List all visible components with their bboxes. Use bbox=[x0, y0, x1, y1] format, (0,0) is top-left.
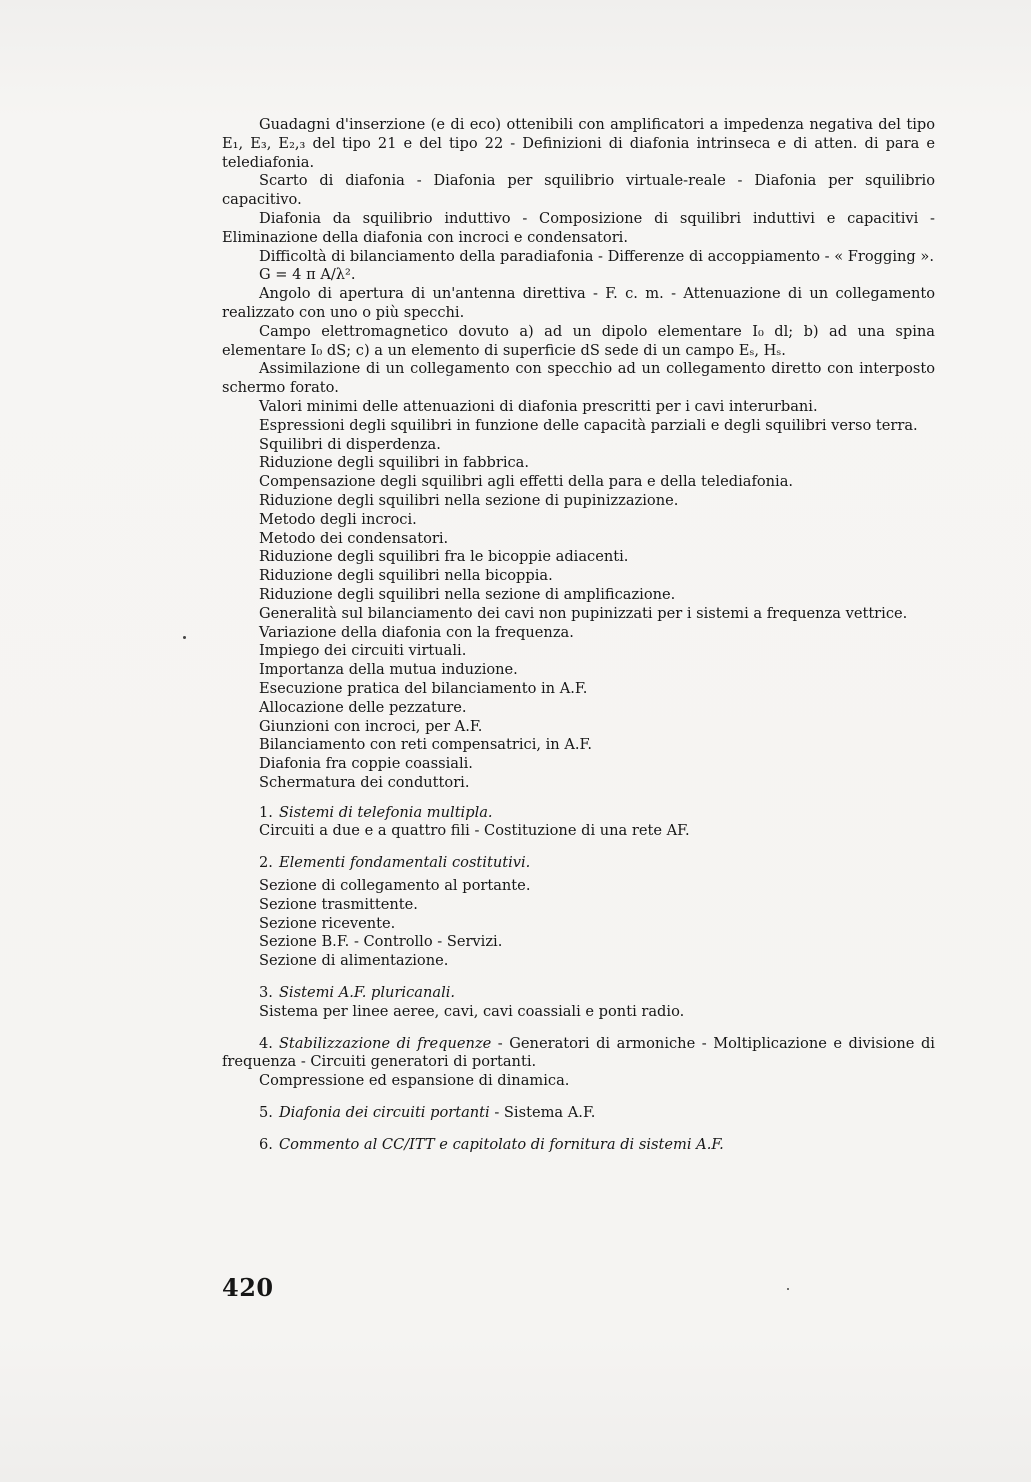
list-item: Compensazione degli squilibri agli effetti della para e della telediafonia. bbox=[259, 473, 794, 491]
section-5-description: - Sistema A.F. bbox=[489, 1104, 596, 1122]
list-item: Metodo dei condensatori. bbox=[259, 529, 449, 547]
paragraph-espressioni: Espressioni degli squilibri in funzione delle capacità parziali e degli squilibri verso terra. bbox=[259, 416, 918, 434]
section-2-line: Sezione B.F. - Controllo - Servizi. bbox=[259, 933, 503, 951]
section-3-title bbox=[222, 984, 935, 1003]
list-item: Squilibri di disperdenza. bbox=[259, 435, 441, 453]
section-1-title bbox=[222, 804, 935, 823]
list-item: Riduzione degli squilibri nella bicoppia. bbox=[259, 567, 553, 585]
list-item: Giunzioni con incroci, per A.F. bbox=[259, 717, 483, 735]
section-4-description: - Generatori di armoniche - Moltiplicazione e divisione di frequenza - Circuiti generatori di portanti. bbox=[222, 1034, 935, 1071]
page-number: 420 bbox=[222, 1273, 274, 1302]
body-text bbox=[222, 116, 935, 1155]
list-item: Riduzione degli squilibri nella sezione di amplificazione. bbox=[259, 585, 676, 603]
section-name: Sistemi di telefonia multipla. bbox=[278, 803, 493, 821]
paragraph-valori: Valori minimi delle attenuazioni di diafonia prescritti per i cavi interurbani. bbox=[259, 397, 818, 415]
section-2-line: Sezione di collegamento al portante. bbox=[259, 877, 531, 895]
print-speck bbox=[183, 636, 186, 639]
section-number: 5. bbox=[259, 1104, 273, 1122]
list-item: Schermatura dei conduttori. bbox=[259, 773, 470, 791]
section-number: 2. bbox=[259, 854, 273, 872]
formula-gain: G = 4 π A/λ². bbox=[259, 266, 356, 284]
list-item: Diafonia fra coppie coassiali. bbox=[259, 755, 473, 773]
section-number: 4. bbox=[259, 1034, 273, 1052]
section-2-line: Sezione di alimentazione. bbox=[259, 952, 449, 970]
paragraph-scarto: Scarto di diafonia - Diafonia per squilibrio virtuale-reale - Diafonia per squilibrio capacitivo. bbox=[222, 172, 935, 209]
section-name: Diafonia dei circuiti portanti bbox=[278, 1104, 490, 1122]
section-5-title bbox=[222, 1104, 935, 1123]
paragraph-generalita: Generalità sul bilanciamento dei cavi non pupinizzati per i sistemi a frequenza vettrice. bbox=[259, 604, 908, 622]
list-item: Riduzione degli squilibri in fabbrica. bbox=[259, 454, 530, 472]
section-number: 3. bbox=[259, 984, 273, 1002]
section-2-title bbox=[222, 854, 935, 873]
section-1-line: Circuiti a due e a quattro fili - Costituzione di una rete AF. bbox=[259, 822, 690, 840]
paragraph-campo: Campo elettromagnetico dovuto a) ad un dipolo elementare I₀ dl; b) ad una spina elementare I₀ dS; c) a un elemento di superficie dS sede di un campo Eₛ, Hₛ. bbox=[222, 322, 935, 359]
list-item: Importanza della mutua induzione. bbox=[259, 661, 518, 679]
section-name: Stabilizzazione di frequenze bbox=[278, 1034, 492, 1052]
section-4-title bbox=[222, 1035, 935, 1073]
list-item: Impiego dei circuiti virtuali. bbox=[259, 642, 467, 660]
section-6-title bbox=[222, 1136, 935, 1155]
section-name: Sistemi A.F. pluricanali. bbox=[278, 984, 456, 1002]
paragraph-angolo: Angolo di apertura di un'antenna direttiva - F. c. m. - Attenuazione di un collegamento realizzato con uno o più specchi. bbox=[222, 285, 935, 321]
section-number: 1. bbox=[259, 803, 273, 821]
list-item: Riduzione degli squilibri fra le bicoppie adiacenti. bbox=[259, 548, 629, 566]
paragraph-difficolta: Difficoltà di bilanciamento della paradiafonia - Differenze di accoppiamento - « Frogging ». bbox=[259, 247, 934, 265]
section-name: Commento al CC/ITT e capitolato di fornitura di sistemi A.F. bbox=[278, 1135, 724, 1153]
section-3-line: Sistema per linee aeree, cavi, cavi coassiali e ponti radio. bbox=[259, 1002, 685, 1020]
list-item: Esecuzione pratica del bilanciamento in A.F. bbox=[259, 679, 588, 697]
list-item: Bilanciamento con reti compensatrici, in A.F. bbox=[259, 736, 593, 754]
list-item: Allocazione delle pezzature. bbox=[259, 698, 467, 716]
list-item: Variazione della diafonia con la frequenza. bbox=[259, 623, 574, 641]
paragraph-assimilazione: Assimilazione di un collegamento con specchio ad un collegamento diretto con interposto schermo forato. bbox=[222, 360, 935, 397]
section-2-line: Sezione trasmittente. bbox=[259, 895, 418, 913]
section-name: Elementi fondamentali costitutivi. bbox=[278, 854, 531, 872]
section-number: 6. bbox=[259, 1135, 273, 1153]
section-4-line: Compressione ed espansione di dinamica. bbox=[259, 1072, 570, 1090]
section-2-line: Sezione ricevente. bbox=[259, 914, 396, 932]
list-item: Riduzione degli squilibri nella sezione di pupinizzazione. bbox=[259, 491, 679, 509]
paragraph-squilibrio-induttivo: Diafonia da squilibrio induttivo - Composizione di squilibri induttivi e capacitivi - Eliminazione della diafonia con incroci e condensatori. bbox=[222, 209, 935, 246]
list-item: Metodo degli incroci. bbox=[259, 510, 417, 528]
print-speck bbox=[787, 1288, 789, 1290]
paragraph-guadagni: Guadagni d'inserzione (e di eco) ottenibili con amplificatori a impedenza negativa del tipo E₁, E₃, E₂,₃ del tipo 21 e del tipo 22 - Definizioni di diafonia intrinseca e di atten. di para e telediafonia. bbox=[222, 116, 935, 171]
